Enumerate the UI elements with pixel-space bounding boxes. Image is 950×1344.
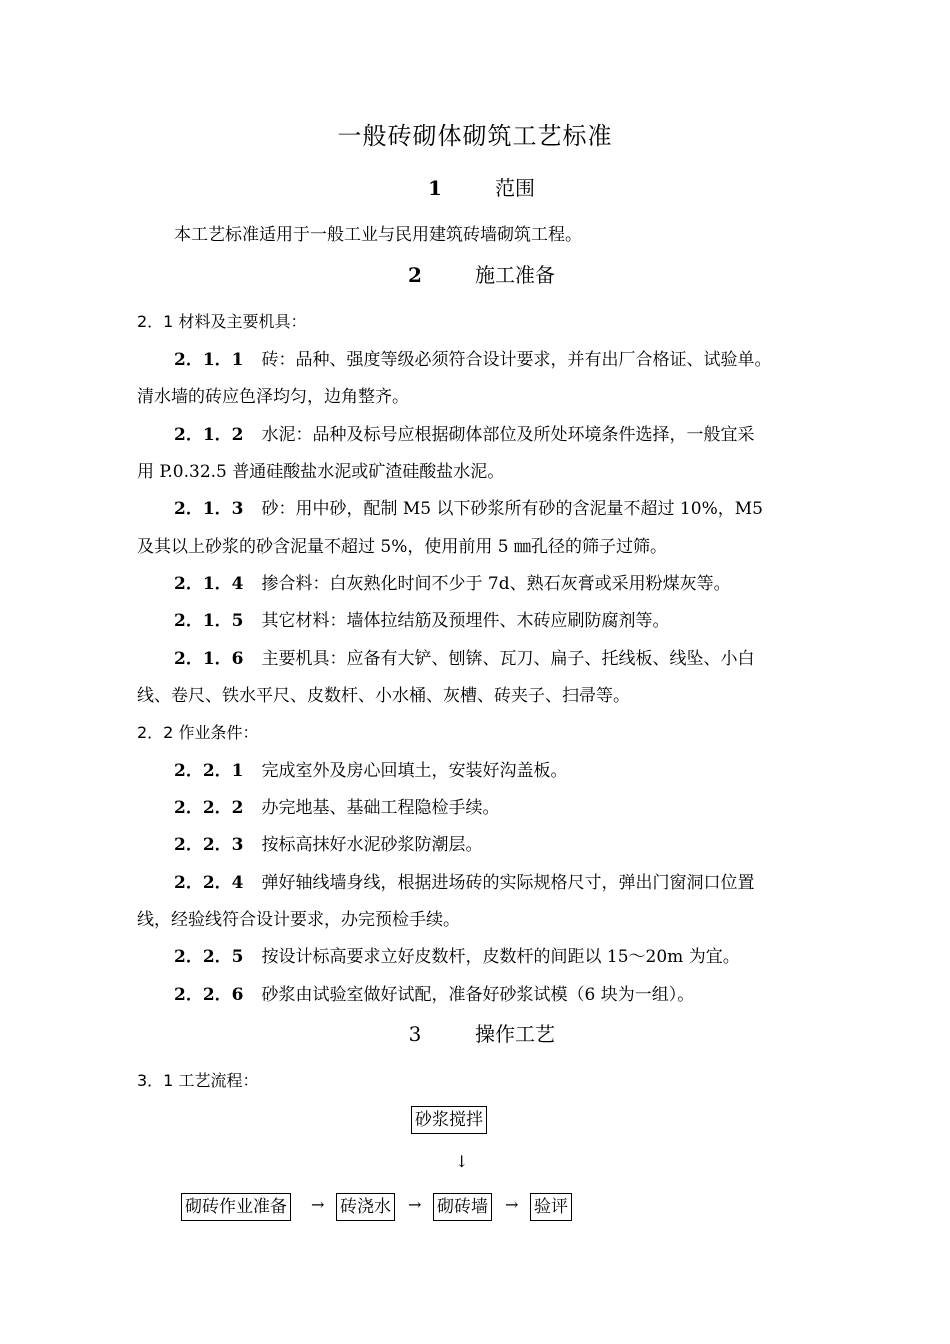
section-number: 2 <box>408 263 422 287</box>
section-title: 范围 <box>495 176 535 200</box>
clause-number: 2．1．5 <box>174 611 244 631</box>
section-2-heading <box>0 259 950 288</box>
clause-2-1-5 <box>174 606 670 631</box>
section-number: 3 <box>408 1022 422 1046</box>
clause-text: 砂：用中砂，配制 M5 以下砂浆所有砂的含泥量不超过 10%，M5 <box>261 499 763 519</box>
subsection-2-2-heading: 2．2 作业条件： <box>137 723 259 742</box>
clause-2-2-5 <box>174 942 740 967</box>
clause-number: 2．2．3 <box>174 835 244 855</box>
clause-text: 掺合料：白灰熟化时间不少于 7d、熟石灰膏或采用粉煤灰等。 <box>261 574 731 594</box>
subsection-3-1-heading: 3．1 工艺流程： <box>137 1071 259 1090</box>
subsection-2-1-heading: 2．1 材料及主要机具： <box>137 312 307 331</box>
clause-number: 2．2．4 <box>174 873 244 893</box>
section-3-heading <box>0 1018 950 1047</box>
clause-text: 弹好轴线墙身线，根据进场砖的实际规格尺寸，弹出门窗洞口位置 <box>261 873 755 893</box>
flow-step-inspection: 验评 <box>530 1193 572 1221</box>
clause-2-2-6 <box>174 980 694 1005</box>
clause-number: 2．2．1 <box>174 761 244 781</box>
clause-2-1-1-cont: 清水墙的砖应色泽均匀，边角整齐。 <box>137 387 409 407</box>
page-title: 一般砖砌体砌筑工艺标准 <box>337 122 613 150</box>
flow-step-preparation: 砌砖作业准备 <box>181 1193 291 1221</box>
flow-step-mortar-mixing: 砂浆搅拌 <box>411 1106 487 1134</box>
flow-step-wetting-bricks: 砖浇水 <box>336 1193 395 1221</box>
clause-text: 水泥：品种及标号应根据砌体部位及所处环境条件选择，一般宜采 <box>261 425 755 445</box>
clause-number: 2．1．4 <box>174 574 244 594</box>
clause-number: 2．1．1 <box>174 350 244 370</box>
clause-number: 2．1．3 <box>174 499 244 519</box>
clause-text: 办完地基、基础工程隐检手续。 <box>261 798 500 818</box>
section-title: 操作工艺 <box>475 1022 555 1046</box>
clause-2-2-3 <box>174 830 483 855</box>
clause-number: 2．2．2 <box>174 798 244 818</box>
clause-text: 砖：品种、强度等级必须符合设计要求，并有出厂合格证、试验单。 <box>261 350 772 370</box>
clause-text: 按设计标高要求立好皮数杆，皮数杆的间距以 15～20m 为宜。 <box>261 947 740 967</box>
clause-2-1-2 <box>174 420 755 445</box>
clause-text: 主要机具：应备有大铲、刨锛、瓦刀、扁子、托线板、线坠、小白 <box>261 649 755 669</box>
clause-2-2-4 <box>174 868 755 893</box>
clause-text: 完成室外及房心回填土，安装好沟盖板。 <box>261 761 568 781</box>
arrow-down-icon: ↓ <box>455 1152 469 1171</box>
clause-2-1-3 <box>174 494 763 519</box>
section-number: 1 <box>428 176 442 200</box>
clause-text: 其它材料：墙体拉结筋及预埋件、木砖应刷防腐剂等。 <box>261 611 670 631</box>
clause-2-1-1 <box>174 345 772 370</box>
clause-2-2-2 <box>174 793 500 818</box>
clause-text: 砂浆由试验室做好试配，准备好砂浆试模（6 块为一组）。 <box>261 985 695 1005</box>
clause-number: 2．2．6 <box>174 985 244 1005</box>
clause-2-1-6 <box>174 644 755 669</box>
clause-2-2-1 <box>174 756 568 781</box>
section-1-body: 本工艺标准适用于一般工业与民用建筑砖墙砌筑工程。 <box>174 225 582 245</box>
arrow-right-icon: → <box>505 1195 519 1214</box>
arrow-right-icon: → <box>311 1195 325 1214</box>
clause-2-1-4 <box>174 569 731 594</box>
flow-step-laying-wall: 砌砖墙 <box>433 1193 492 1221</box>
section-1-heading <box>0 172 950 201</box>
clause-2-2-4-cont: 线，经验线符合设计要求，办完预检手续。 <box>137 910 460 930</box>
clause-2-1-2-cont: 用 P.0.32.5 普通硅酸盐水泥或矿渣硅酸盐水泥。 <box>137 462 505 482</box>
clause-2-1-3-cont: 及其以上砂浆的砂含泥量不超过 5%，使用前用 5 ㎜孔径的筛子过筛。 <box>137 537 667 557</box>
clause-number: 2．1．2 <box>174 425 244 445</box>
arrow-right-icon: → <box>408 1195 422 1214</box>
section-title: 施工准备 <box>475 263 555 287</box>
clause-2-1-6-cont: 线、卷尺、铁水平尺、皮数杆、小水桶、灰槽、砖夹子、扫帚等。 <box>137 686 630 706</box>
clause-number: 2．2．5 <box>174 947 244 967</box>
clause-number: 2．1．6 <box>174 649 244 669</box>
clause-text: 按标高抹好水泥砂浆防潮层。 <box>261 835 483 855</box>
